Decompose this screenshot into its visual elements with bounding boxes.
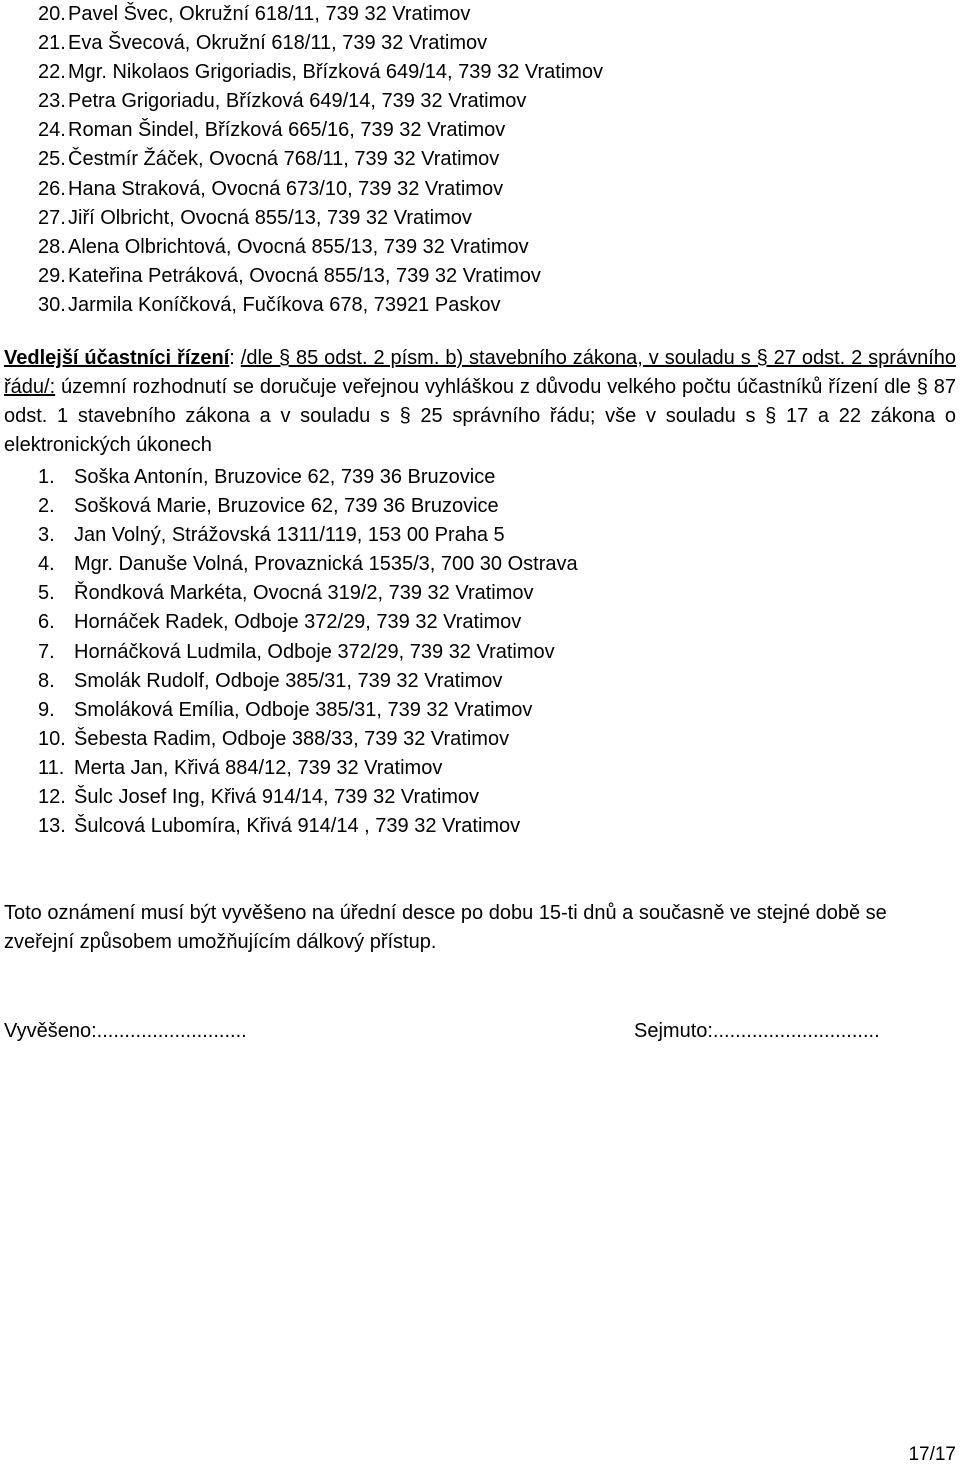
list-item (38, 725, 578, 754)
list-item (38, 696, 578, 725)
list-item-text: Jan Volný, Strážovská 1311/119, 153 00 Praha 5 (74, 524, 505, 547)
legal-reference: /dle § 85 odst. 2 písm. b) stavebního zákona, v souladu s § 27 odst. 2 správního řádu/: (4, 347, 957, 399)
list-item-text: Smolák Rudolf, Odboje 385/31, 739 32 Vratimov (74, 669, 503, 692)
list-item (38, 0, 603, 29)
list-item (38, 291, 603, 320)
list-item-number: 27. (38, 206, 66, 229)
list-item-text: Sošková Marie, Bruzovice 62, 739 36 Bruzovice (74, 495, 499, 518)
list-item-number: 22. (38, 61, 66, 84)
list-item-number: 30. (38, 293, 66, 316)
posting-notice: Toto oznámení musí být vyvěšeno na úřední desce po dobu 15-ti dnů a současně ve stejné době se zveřejní způsobem umožňujícím dálkový přístup. (4, 902, 887, 953)
list-item-text: Roman Šindel, Břízková 665/16, 739 32 Vratimov (68, 119, 506, 142)
list-item (38, 783, 578, 812)
list-item-number: 25. (38, 148, 66, 171)
list-item-number: 4. (38, 553, 55, 576)
list-item (38, 116, 603, 145)
list-item (38, 175, 603, 204)
heading-colon: : (229, 347, 235, 369)
list-item-number: 11. (38, 756, 65, 779)
list-item (38, 579, 578, 608)
page-number: 17/17 (908, 1444, 956, 1465)
list-item-text: Čestmír Žáček, Ovocná 768/11, 739 32 Vratimov (68, 148, 500, 171)
list-item-number: 8. (38, 669, 55, 692)
list-item-number: 28. (38, 235, 66, 258)
removed-field: Sejmuto:.............................. (634, 1020, 880, 1042)
list-item-number: 12. (38, 786, 66, 809)
list-item-number: 2. (38, 495, 55, 518)
list-item-text: Smoláková Emília, Odboje 385/31, 739 32 Vratimov (74, 698, 533, 721)
list-item-text: Řondková Markéta, Ovocná 319/2, 739 32 Vratimov (74, 582, 534, 605)
list-item-text: Kateřina Petráková, Ovocná 855/13, 739 32 Vratimov (68, 264, 541, 287)
list-item-number: 29. (38, 264, 66, 287)
list-item-number: 3. (38, 524, 55, 547)
list-item (38, 463, 578, 492)
list-item (38, 754, 578, 783)
list-item-number: 10. (38, 727, 66, 750)
list-item-number: 26. (38, 177, 66, 200)
list-item-text: Šulcová Lubomíra, Křivá 914/14 , 739 32 Vratimov (74, 815, 521, 838)
secondary-participants-paragraph (4, 344, 956, 460)
list-item-number: 5. (38, 582, 55, 605)
list-item-text: Pavel Švec, Okružní 618/11, 739 32 Vratimov (68, 3, 471, 25)
list-item-text: Šebesta Radim, Odboje 388/33, 739 32 Vratimov (74, 727, 510, 750)
list-item (38, 87, 603, 116)
list-item (38, 521, 578, 550)
list-item-number: 1. (38, 466, 55, 488)
list-item-number: 20. (38, 3, 66, 25)
secondary-participant-list (38, 463, 578, 841)
list-item (38, 233, 603, 262)
list-item-text: Jiří Olbricht, Ovocná 855/13, 739 32 Vratimov (68, 206, 472, 229)
list-item-text: Jarmila Koníčková, Fučíkova 678, 73921 Paskov (68, 293, 501, 316)
list-item (38, 58, 603, 87)
list-item-text: Hornáček Radek, Odboje 372/29, 739 32 Vratimov (74, 611, 522, 634)
list-item-text: Eva Švecová, Okružní 618/11, 739 32 Vratimov (68, 32, 488, 55)
participant-list-continued (38, 0, 603, 320)
list-item-text: Soška Antonín, Bruzovice 62, 739 36 Bruzovice (74, 466, 496, 488)
list-item-number: 9. (38, 698, 55, 721)
list-item (38, 667, 578, 696)
list-item-text: Hornáčková Ludmila, Odboje 372/29, 739 32 Vratimov (74, 640, 555, 663)
list-item (38, 812, 578, 841)
list-item-text: Hana Straková, Ovocná 673/10, 739 32 Vratimov (68, 177, 504, 200)
list-item-text: Alena Olbrichtová, Ovocná 855/13, 739 32 Vratimov (68, 235, 529, 258)
list-item (38, 608, 578, 637)
list-item (38, 204, 603, 233)
list-item-number: 13. (38, 815, 66, 838)
list-item-number: 24. (38, 119, 66, 142)
list-item-number: 6. (38, 611, 55, 634)
list-item-number: 7. (38, 640, 55, 663)
list-item (38, 492, 578, 521)
list-item-text: Petra Grigoriadu, Břízková 649/14, 739 32 Vratimov (68, 90, 527, 113)
list-item (38, 638, 578, 667)
delivery-statement: územní rozhodnutí se doručuje veřejnou vyhláškou z důvodu velkého počtu účastníků řízení dle § 87 odst. 1 stavebního zákona a v souladu s § 25 správního řádu; vše v souladu s § 17 a 22 zákona o elektronických úkonech (4, 376, 956, 457)
list-item-text: Merta Jan, Křivá 884/12, 739 32 Vratimov (74, 756, 443, 779)
list-item-text: Šulc Josef Ing, Křivá 914/14, 739 32 Vratimov (74, 786, 480, 809)
list-item-number: 21. (38, 32, 66, 55)
list-item-text: Mgr. Nikolaos Grigoriadis, Břízková 649/14, 739 32 Vratimov (68, 61, 604, 84)
list-item (38, 29, 603, 58)
list-item (38, 550, 578, 579)
list-item (38, 145, 603, 174)
posted-field: Vyvěšeno:........................... (4, 1020, 247, 1042)
list-item (38, 262, 603, 291)
secondary-participants-heading: Vedlejší účastníci řízení (4, 347, 230, 369)
list-item-text: Mgr. Danuše Volná, Provaznická 1535/3, 700 30 Ostrava (74, 553, 578, 576)
list-item-number: 23. (38, 90, 66, 113)
